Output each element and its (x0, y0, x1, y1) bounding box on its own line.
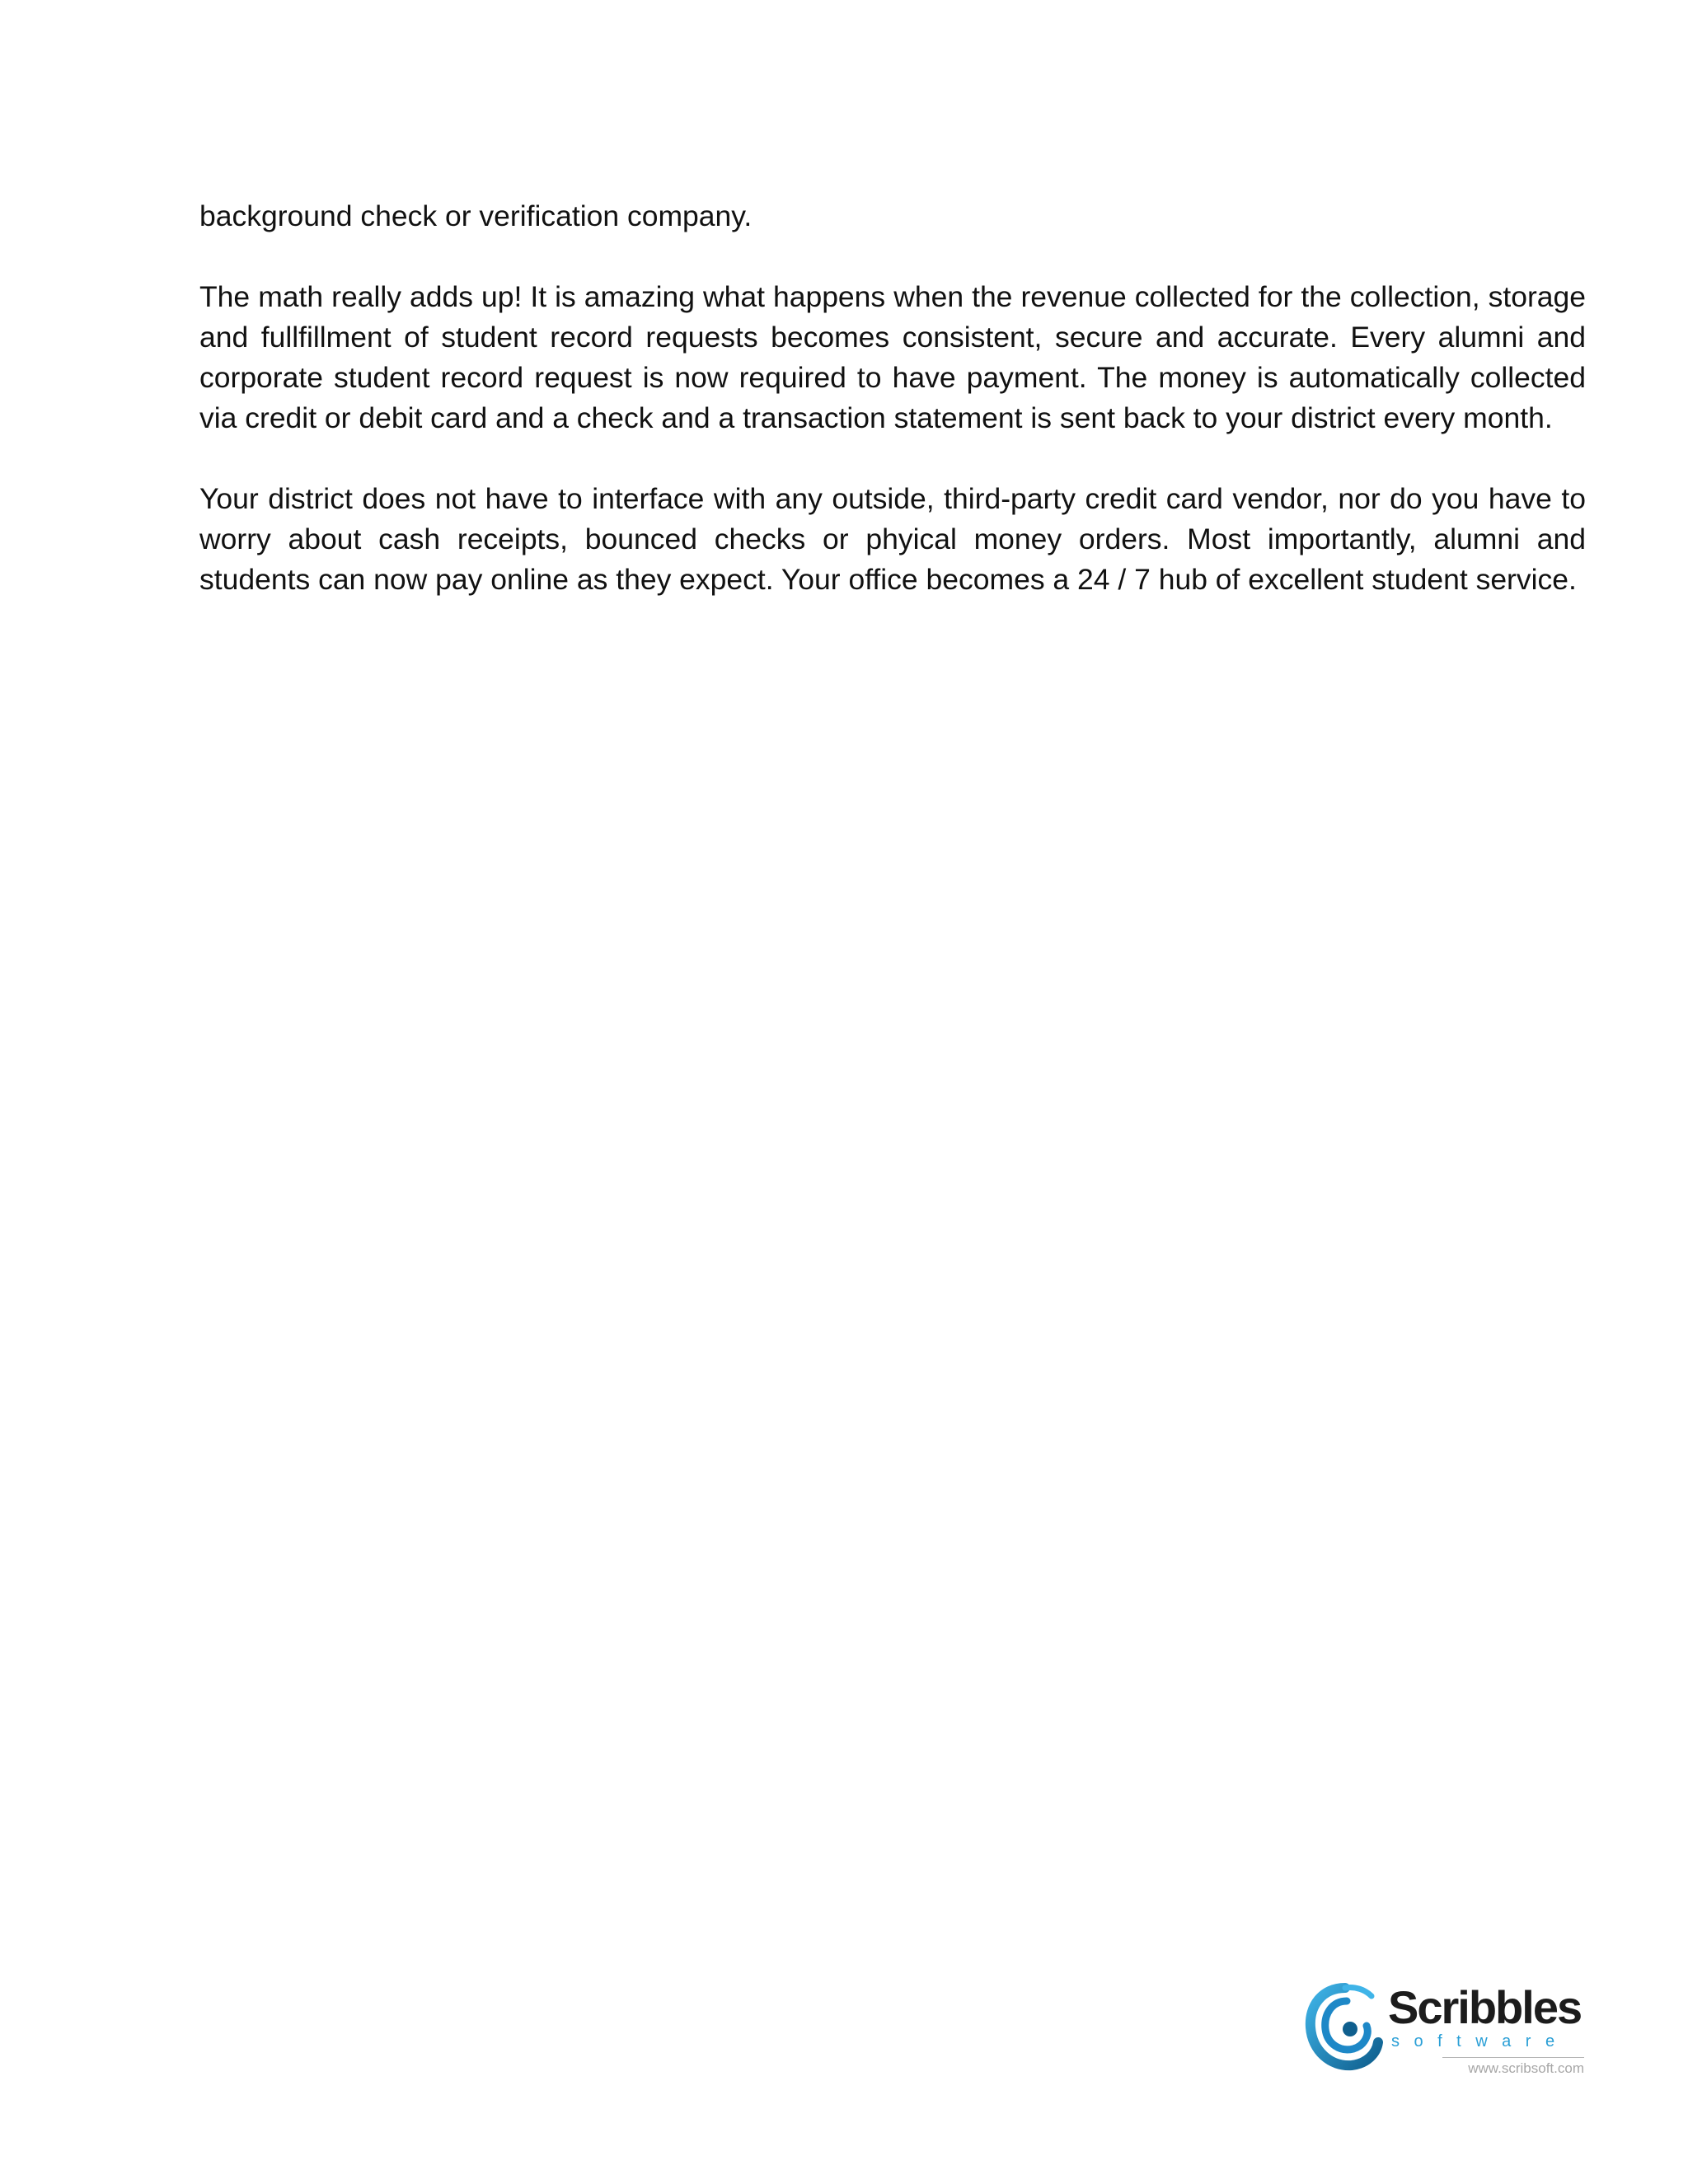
logo-divider (1442, 2057, 1584, 2058)
scribbles-logo (1304, 1980, 1592, 2087)
swirl-icon (1304, 1980, 1386, 2075)
logo-tagline: software (1391, 2032, 1569, 2050)
paragraph-district-payments: Your district does not have to interface with any outside, third-party credit card vendor, nor do you have to worry about cash receipts, bounced checks or phyical money orders. Most importantly, alumni and students can now pay online as they expect. Your office becomes a 24 / 7 hub of excellent student service. (199, 482, 1586, 596)
document-body (199, 196, 1586, 640)
paragraph-math-adds-up: The math really adds up! It is amazing what happens when the revenue collected for the collection, storage and fullfillment of student record requests becomes consistent, secure and accurate. Every alumni and corporate student record request is now required to have payment. The money is automatically collected via credit or debit card and a check and a transaction statement is sent back to your district every month. (199, 280, 1586, 434)
logo-url: www.scribsoft.com (1468, 2060, 1584, 2076)
paragraph-continuation: background check or verification company. (199, 199, 753, 232)
logo-wordmark: Scribbles (1388, 1981, 1582, 2033)
